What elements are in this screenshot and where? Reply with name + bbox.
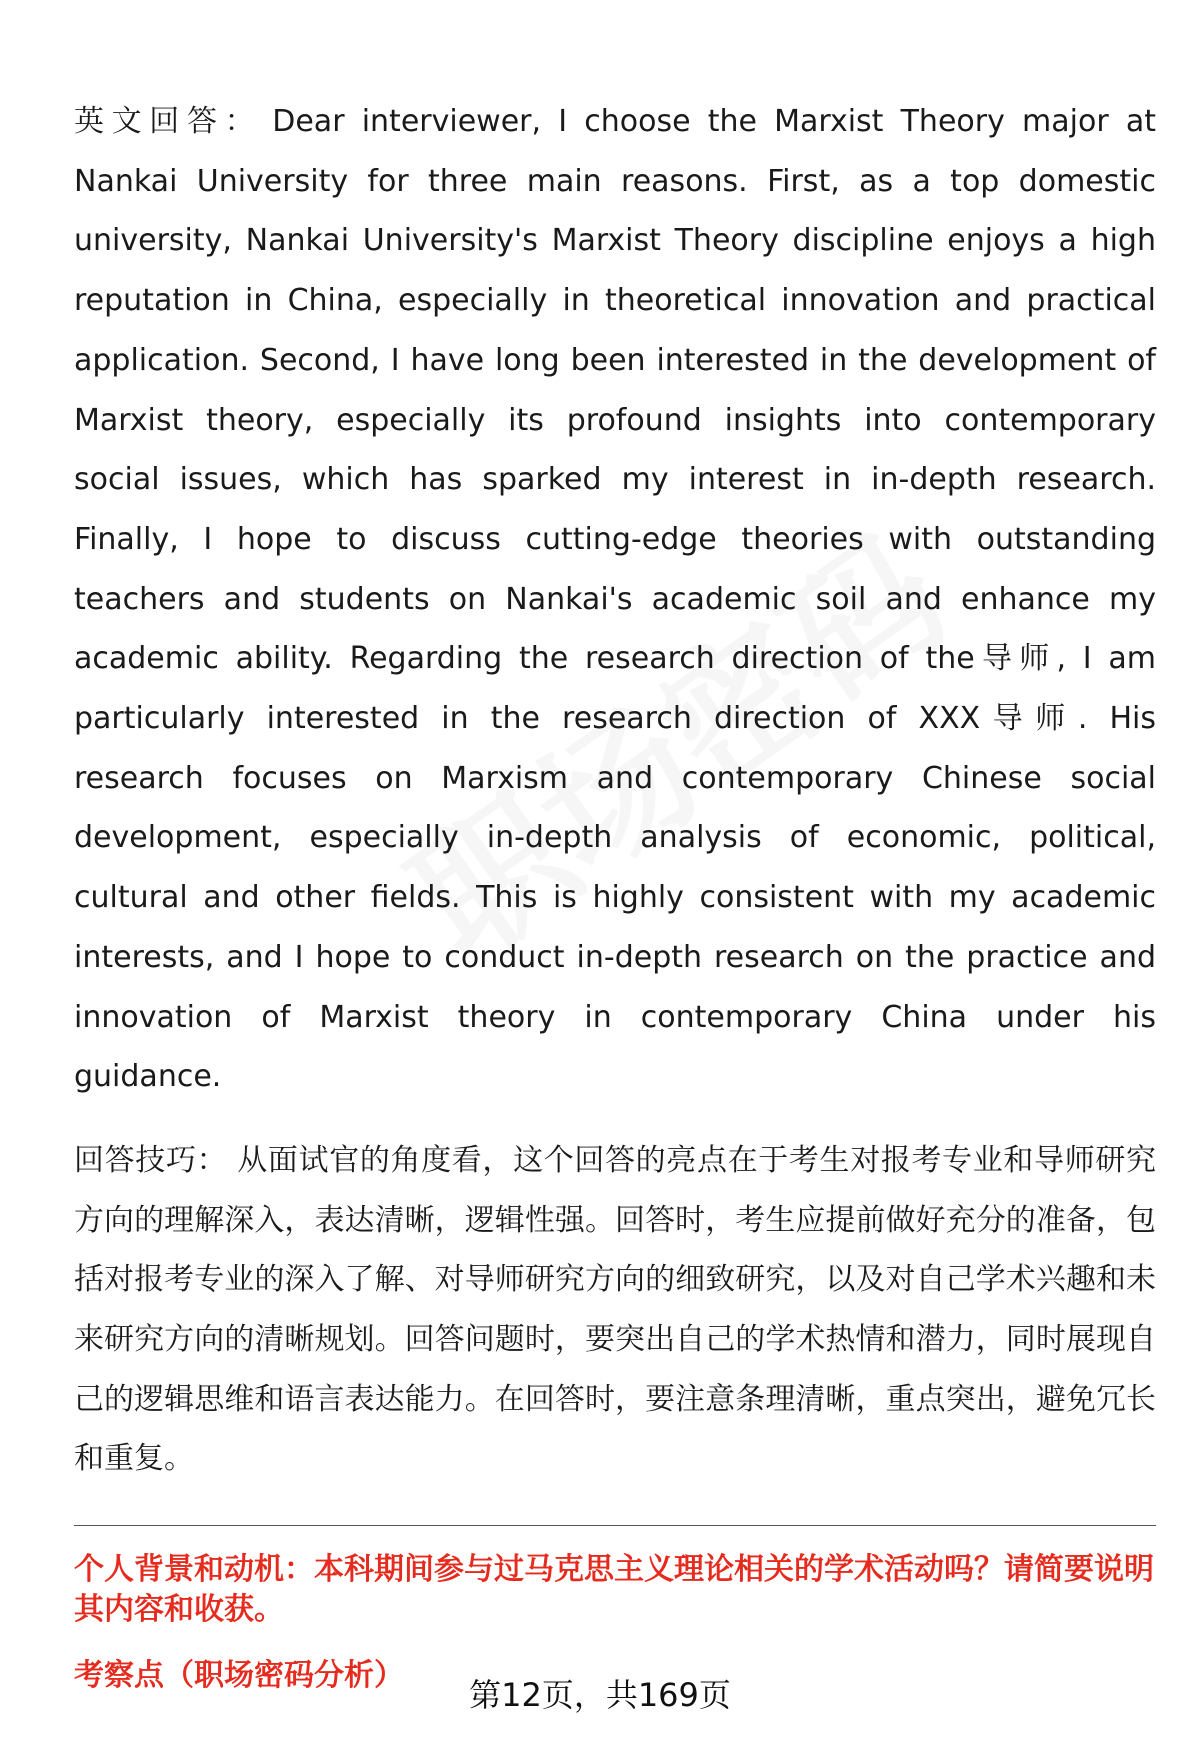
question-heading: 个人背景和动机：本科期间参与过马克思主义理论相关的学术活动吗？请简要说明其内容和收获。	[74, 1552, 1154, 1628]
focus-point-heading: 考察点（职场密码分析）	[74, 1658, 404, 1694]
english-answer-label: 英文回答：	[74, 104, 263, 139]
page-number-footer: 第12页，共169页	[469, 1676, 731, 1714]
answer-tips-label: 回答技巧：	[74, 1142, 228, 1178]
page-content	[74, 92, 1156, 1696]
english-answer-text: Dear interviewer, I choose the Marxist Theory major at Nankai University for three main reasons. First, as a top domestic university, Nankai University's Marxist Theory discipline enjoys a high reputation in China, especially in theoretical innovation and practical application. Second, I have long been interested in the development of Marxist theory, especially its profound insights into contemporary social issues, which has sparked my interest in in-depth research. Finally, I hope to discuss cutting-edge theories with outstanding teachers and students on Nankai's academic soil and enhance my academic ability. Regarding the research direction of the导师, I am particularly interested in the research direction of XXX导师. His research focuses on Marxism and contemporary Chinese social development, especially in-depth analysis of economic, political, cultural and other fields. This is highly consistent with my academic interests, and I hope to conduct in-depth research on the practice and innovation of Marxist theory in contemporary China under his guidance.	[74, 104, 1156, 1095]
answer-tips-paragraph	[74, 1131, 1156, 1489]
answer-tips-text: 从面试官的角度看，这个回答的亮点在于考生对报考专业和导师研究方向的理解深入，表达清晰，逻辑性强。回答时，考生应提前做好充分的准备，包括对报考专业的深入了解、对导师研究方向的细致研究，以及对自己学术兴趣和未来研究方向的清晰规划。回答问题时，要突出自己的学术热情和潜力，同时展现自己的逻辑思维和语言表达能力。在回答时，要注意条理清晰，重点突出，避免冗长和重复。	[74, 1142, 1157, 1477]
english-answer-paragraph	[74, 92, 1156, 1107]
section-divider	[74, 1525, 1156, 1526]
